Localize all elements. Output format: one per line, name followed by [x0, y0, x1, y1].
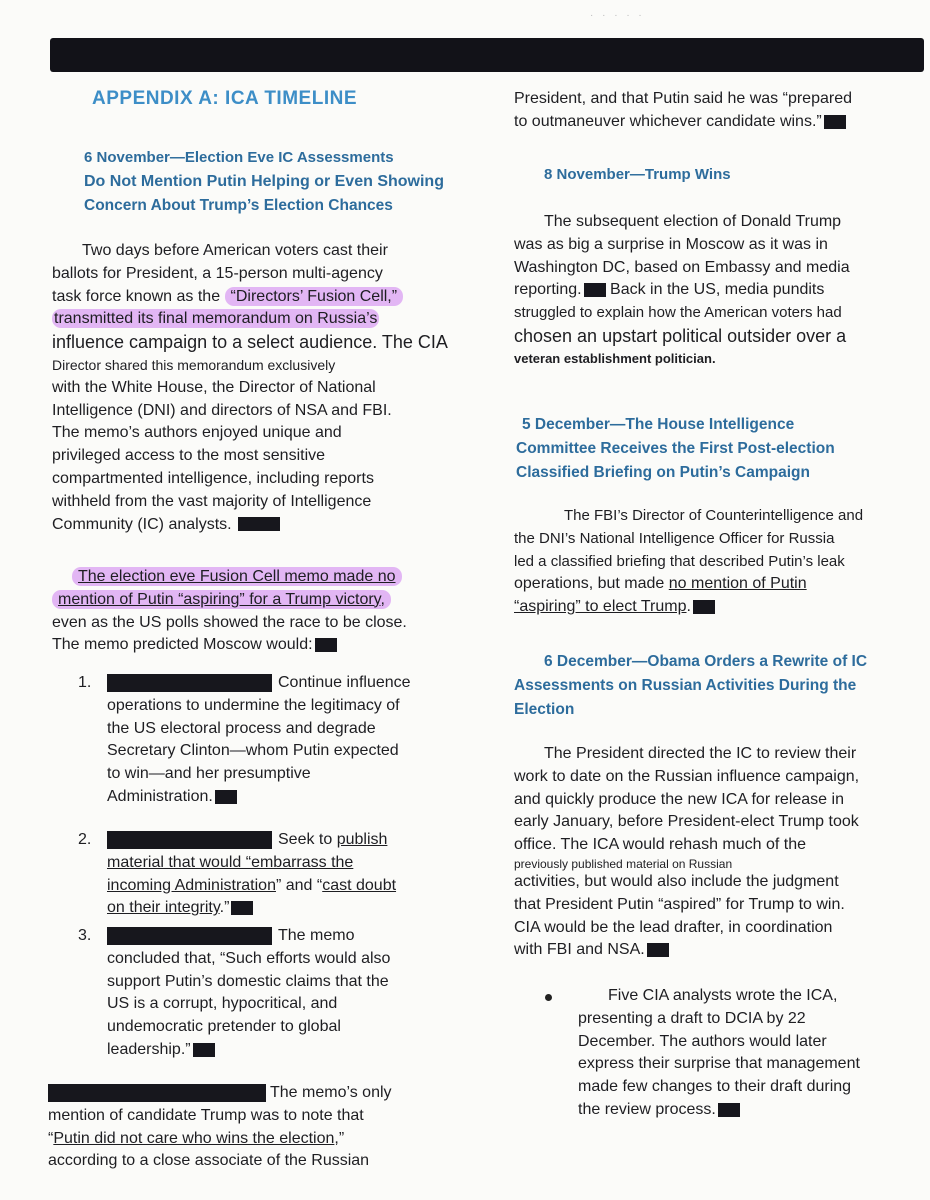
list-item-2: Seek to publish material that would “embarrass the incoming Administration” and “cast doubt on their integrity.” — [107, 831, 397, 917]
paragraph-continued: President, and that Putin said he was “prepared to outmaneuver whichever candidate wins.” — [514, 90, 852, 130]
list-item-3: The memo concluded that, “Such efforts would also support Putin’s domestic claims that the US is a corrupt, hypocritical, and undemocratic pretender to global leadership.” — [107, 927, 391, 1058]
redaction — [647, 943, 669, 957]
redaction — [315, 638, 337, 652]
paragraph-trump-wins: The subsequent election of Donald Trump was as big a surprise in Moscow as it was in Washington DC, based on Embassy and media reporting. Back in the US, media pundits struggled to explain how the American voters had chosen an upstart political outsider over a veteran establishment politician. — [514, 213, 850, 366]
redaction — [215, 790, 237, 804]
redaction — [238, 517, 280, 531]
redaction — [693, 600, 715, 614]
list-number: 3. — [78, 927, 92, 944]
heading-6-november: 6 November—Election Eve IC Assessments Do Not Mention Putin Helping or Even Showing Concern About Trump’s Election Chances — [84, 149, 444, 214]
paragraph-memo-only-mention: The memo’s only mention of candidate Trump was to note that “Putin did not care who wins the election,” according to a close associate of the Russian — [48, 1084, 392, 1170]
redaction — [584, 283, 606, 297]
appendix-title: APPENDIX A: ICA TIMELINE — [92, 88, 357, 109]
bullet-icon — [545, 994, 552, 1001]
redaction — [48, 1084, 266, 1102]
list-number: 1. — [78, 674, 92, 691]
heading-5-december: 5 December—The House Intelligence Committee Receives the First Post-election Classified Briefing on Putin’s Campaign — [516, 416, 835, 481]
redaction — [107, 831, 272, 849]
paragraph-fusion-cell: Two days before American voters cast their ballots for President, a 15-person multi-agency task force known as the “Directors’ Fusion Cell,” transmitted its final memorandum on Russia’s influence campaign to a select audience. The CIA Director shared this memorandum exclusively with the White House, the Director of National Intelligence (DNI) and directors of NSA and FBI. The memo’s authors enjoyed unique and privileged access to the most sensitive compartmented intelligence, including reports withheld from the vast majority of Intelligence Community (IC) analysts. — [52, 242, 448, 533]
redaction — [824, 115, 846, 129]
redaction — [718, 1103, 740, 1117]
highlight-no-mention: The election eve Fusion Cell memo made no — [72, 567, 402, 586]
highlight-directors-fusion-cell: “Directors’ Fusion Cell,” — [225, 287, 404, 306]
paragraph-obama-rewrite: The President directed the IC to review their work to date on the Russian influence campaign, and quickly produce the new ICA for release in early January, before President-elect Trump took office. The ICA would rehash much of the previously published material on Russian activities, but would also include the judgment that President Putin “aspired” for Trump to win. CIA would be the lead drafter, in coordination with FBI and NSA. — [514, 745, 860, 959]
paragraph-house-briefing: The FBI’s Director of Counterintelligence and the DNI’s National Intelligence Officer for Russia led a classified briefing that described Putin’s leak operations, but made no mention of Putin “aspiring” to elect Trump. — [514, 507, 864, 616]
list-item-1: Continue influence operations to undermine the legitimacy of the US electoral process and degrade Secretary Clinton—whom Putin expected to win—and her presumptive Administration. — [107, 674, 411, 805]
redaction — [193, 1043, 215, 1057]
heading-8-november: 8 November—Trump Wins — [544, 166, 731, 183]
redaction-bar — [50, 38, 924, 72]
redaction — [107, 927, 272, 945]
redaction — [107, 674, 272, 692]
scan-specks: · · · · · — [590, 10, 645, 21]
list-number: 2. — [78, 831, 92, 848]
heading-6-december: 6 December—Obama Orders a Rewrite of IC Assessments on Russian Activities During the Election — [514, 653, 868, 718]
redaction — [231, 901, 253, 915]
bullet-five-analysts: Five CIA analysts wrote the ICA, presenting a draft to DCIA by 22 December. The authors would later express their surprise that management made few changes to their draft during the review process. — [578, 987, 860, 1118]
paragraph-election-eve-memo: The election eve Fusion Cell memo made no mention of Putin “aspiring” for a Trump victory, even as the US polls showed the race to be close. The memo predicted Moscow would: — [52, 568, 407, 654]
